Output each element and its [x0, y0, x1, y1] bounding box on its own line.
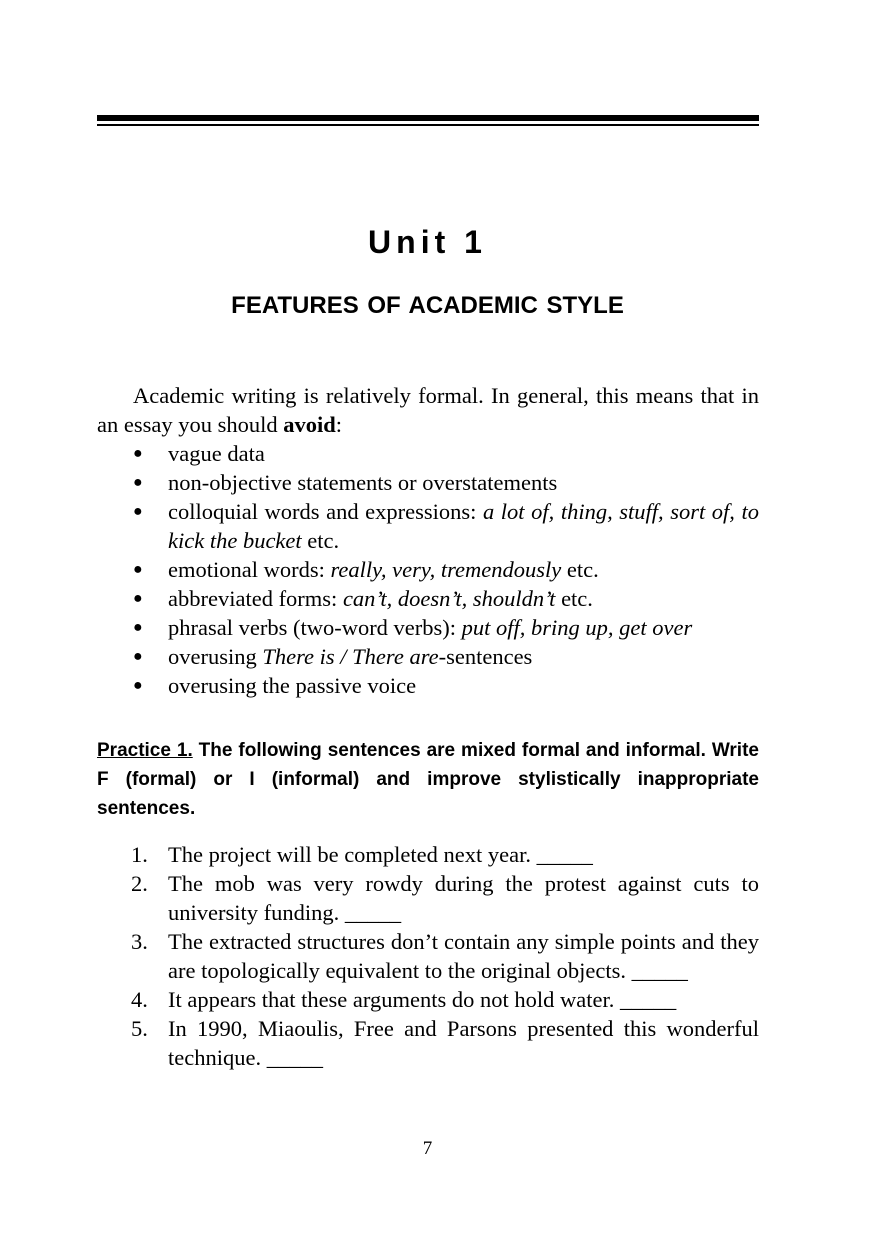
- intro-text: Academic writing is relatively formal. In general, this means that in an essay you should: [97, 383, 759, 437]
- list-item: [97, 497, 759, 555]
- list-item-suffix: -sentences: [438, 644, 533, 669]
- practice-text: The following sentences are mixed formal and informal. Write F (formal) or I (informal) and improve stylistically inappropriate sentences.: [97, 740, 759, 819]
- exercise-item: [97, 985, 759, 1014]
- list-item-suffix: etc.: [561, 557, 599, 582]
- list-item-examples: put off, bring up, get over: [461, 615, 693, 640]
- list-item-text: overusing: [168, 644, 263, 669]
- list-item-examples: There is / There are: [262, 644, 439, 669]
- bullet-icon: ●: [133, 561, 143, 578]
- list-item: [97, 584, 759, 613]
- list-item-text: colloquial words and expressions:: [168, 499, 483, 524]
- avoid-list: [97, 439, 759, 700]
- list-item-text: abbreviated forms:: [168, 586, 343, 611]
- exercise-item: [97, 869, 759, 927]
- intro-bold-word: avoid: [283, 412, 336, 437]
- chapter-title: FEATURES OF ACADEMIC STYLE: [231, 292, 624, 319]
- list-item-text: non-objective statements or overstatements: [168, 470, 558, 495]
- exercise-text: In 1990, Miaoulis, Free and Parsons presented this wonderful technique. _____: [168, 1016, 759, 1070]
- list-item: [97, 468, 759, 497]
- list-item-text: overusing the passive voice: [168, 673, 417, 698]
- list-item-text: emotional words:: [168, 557, 331, 582]
- list-item-suffix: etc.: [555, 586, 593, 611]
- exercise-number: 5.: [131, 1016, 148, 1041]
- list-item: [97, 439, 759, 468]
- exercise-item: [97, 927, 759, 985]
- bullet-icon: ●: [133, 474, 143, 491]
- practice-instruction: [97, 736, 759, 823]
- header-rule-thick: [97, 115, 759, 121]
- bullet-icon: ●: [133, 590, 143, 607]
- list-item-examples: can’t, doesn’t, shouldn’t: [342, 586, 556, 611]
- list-item-text: phrasal verbs (two-word verbs):: [168, 615, 462, 640]
- exercise-list: [97, 840, 759, 1072]
- list-item-suffix: etc.: [301, 528, 340, 553]
- exercise-number: 1.: [131, 842, 148, 867]
- list-item: [97, 613, 759, 642]
- bullet-icon: ●: [133, 677, 143, 694]
- list-item-examples: really, very, tremendously: [330, 557, 562, 582]
- exercise-text: It appears that these arguments do not hold water. _____: [168, 987, 677, 1012]
- bullet-icon: ●: [133, 445, 143, 462]
- list-item-text: vague data: [168, 441, 265, 466]
- bullet-icon: ●: [133, 648, 143, 665]
- exercise-number: 3.: [131, 929, 148, 954]
- intro-paragraph: [97, 381, 759, 439]
- exercise-text: The extracted structures don’t contain any simple points and they are topologically equivalent to the original objects. _____: [168, 929, 759, 983]
- bullet-icon: ●: [133, 503, 143, 520]
- exercise-text: The mob was very rowdy during the protest against cuts to university funding. _____: [168, 871, 759, 925]
- list-item: [97, 671, 759, 700]
- exercise-text: The project will be completed next year. _____: [168, 842, 593, 867]
- exercise-number: 4.: [131, 987, 148, 1012]
- page-number: 7: [422, 1138, 433, 1159]
- unit-title: Unit 1: [368, 224, 487, 260]
- bullet-icon: ●: [133, 619, 143, 636]
- exercise-number: 2.: [131, 871, 148, 896]
- header-rule-thin: [97, 124, 759, 126]
- list-item-examples: a lot of, thing, stuff, sort of, to kick the bucket: [168, 499, 759, 553]
- list-item: [97, 642, 759, 671]
- exercise-item: [97, 840, 759, 869]
- list-item: [97, 555, 759, 584]
- practice-label: Practice 1.: [97, 740, 193, 761]
- intro-text-end: :: [335, 412, 343, 437]
- exercise-item: [97, 1014, 759, 1072]
